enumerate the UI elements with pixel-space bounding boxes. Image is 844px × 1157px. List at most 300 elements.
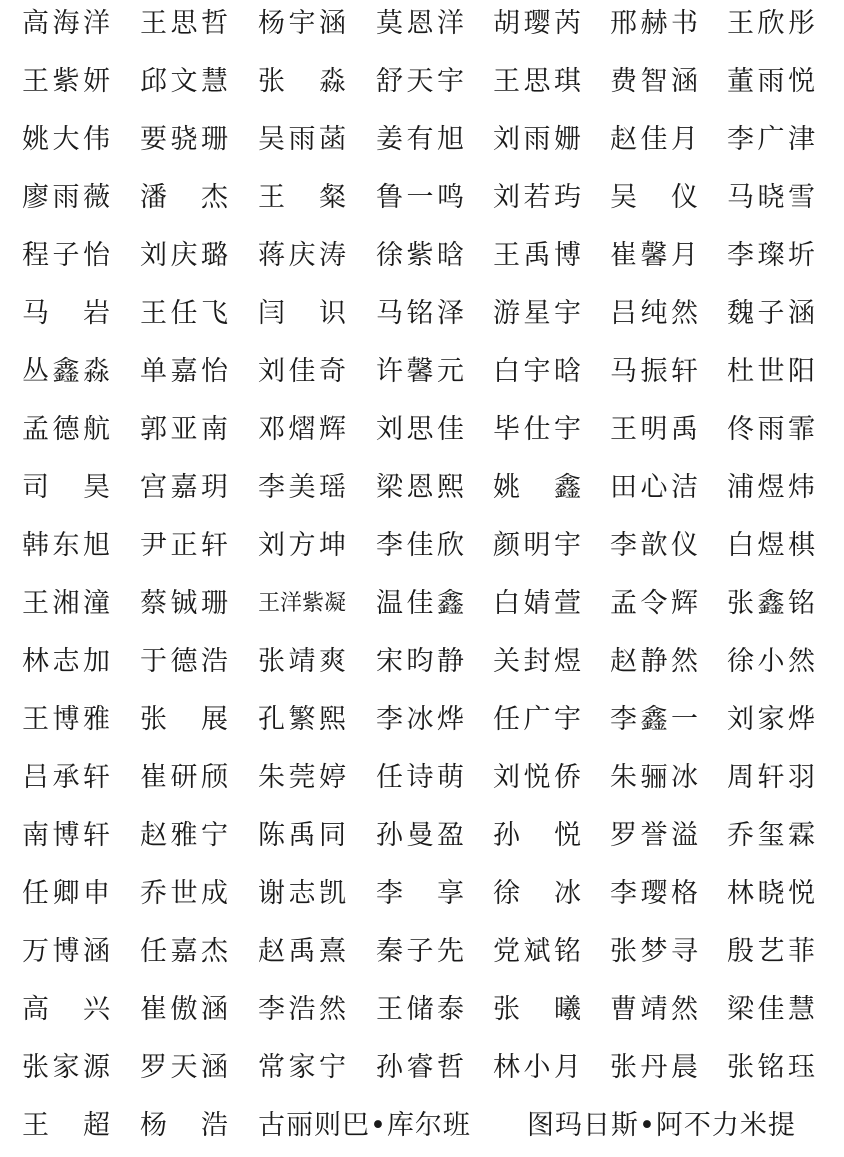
name-char: 刘: [376, 414, 403, 445]
student-name: [376, 526, 464, 566]
student-name: [22, 584, 110, 624]
name-char: 轩: [671, 356, 698, 387]
name-char: 晗: [437, 240, 464, 271]
name-char: 海: [52, 8, 80, 39]
name-char: 方: [288, 530, 316, 561]
student-name: [258, 932, 346, 972]
name-row: [0, 178, 844, 218]
name-char: 孟: [610, 588, 637, 619]
name-char: 慧: [788, 994, 815, 1025]
student-name: [727, 178, 815, 218]
name-char: 轩: [83, 820, 110, 851]
name-char: 芮: [554, 8, 581, 39]
student-name: [376, 642, 464, 682]
name-char: 坤: [319, 530, 346, 561]
student-name: [493, 468, 581, 508]
name-char: 宫: [140, 472, 167, 503]
student-name: [258, 526, 346, 566]
name-char: 崔: [610, 240, 637, 271]
name-char: 婷: [319, 762, 346, 793]
name-char: 刘: [727, 704, 754, 735]
name-char: 宇: [554, 414, 581, 445]
name-char: 博: [52, 704, 80, 735]
name-char: 书: [671, 8, 698, 39]
student-name: [610, 584, 698, 624]
name-char: 珏: [788, 1052, 815, 1083]
name-char: 梁: [727, 994, 754, 1025]
name-char: 淼: [83, 356, 110, 387]
name-char: 煜: [757, 530, 785, 561]
name-char: 吕: [22, 762, 49, 793]
student-name: [258, 1048, 346, 1088]
name-char: 月: [671, 240, 698, 271]
name-char: 鑫: [640, 704, 668, 735]
name-char: 吴: [258, 124, 285, 155]
name-char: 孙: [376, 820, 403, 851]
name-char: 马: [376, 298, 403, 329]
name-char: 郭: [140, 414, 167, 445]
name-char: 尹: [140, 530, 167, 561]
name-char: 张: [140, 704, 167, 735]
student-name: [610, 294, 698, 334]
name-char: 王: [22, 704, 49, 735]
name-char: 一: [671, 704, 698, 735]
name-char: 雨: [288, 124, 316, 155]
name-char: 正: [170, 530, 198, 561]
name-char: 泽: [437, 298, 464, 329]
student-name: [140, 758, 228, 798]
student-name: [493, 352, 581, 392]
student-name: [610, 468, 698, 508]
student-name: [22, 1106, 110, 1146]
name-char: 杜: [727, 356, 754, 387]
name-char: 悦: [788, 878, 815, 909]
student-name: [22, 816, 110, 856]
name-char: 涵: [201, 994, 228, 1025]
student-name: [140, 236, 228, 276]
name-char: 张: [610, 936, 637, 967]
name-char: 高: [22, 8, 49, 39]
student-name: [376, 352, 464, 392]
name-char: 家: [757, 704, 785, 735]
name-char: 刘: [258, 530, 285, 561]
name-char: 赵: [610, 646, 637, 677]
name-char: 骊: [640, 762, 668, 793]
name-char: 李: [610, 878, 637, 909]
name-char: 家: [288, 1052, 316, 1083]
name-char: 李: [258, 994, 285, 1025]
student-name: [140, 468, 228, 508]
student-name: [727, 758, 815, 798]
student-name: [258, 236, 346, 276]
name-char: 曹: [610, 994, 637, 1025]
student-name: [727, 120, 815, 160]
name-char: 歆: [640, 530, 668, 561]
name-char: 毕: [493, 414, 520, 445]
name-char: 静: [640, 646, 668, 677]
student-name: [258, 410, 346, 450]
name-char: 悦: [788, 66, 815, 97]
name-char: 羽: [788, 762, 815, 793]
name-row: [0, 294, 844, 334]
name-row: [0, 468, 844, 508]
name-char: 禹: [288, 820, 316, 851]
name-char: 铭: [757, 1052, 785, 1083]
name-char: 月: [671, 124, 698, 155]
student-name: [610, 178, 698, 218]
name-char: 邢: [610, 8, 637, 39]
student-name: [258, 816, 346, 856]
name-char: 侨: [554, 762, 581, 793]
name-char: 萌: [437, 762, 464, 793]
name-char: 有: [406, 124, 434, 155]
name-char: 鑫: [437, 588, 464, 619]
name-char: 菡: [319, 124, 346, 155]
student-name: [493, 294, 581, 334]
student-name: [376, 874, 464, 914]
name-char: 东: [52, 530, 80, 561]
student-name: [22, 1048, 110, 1088]
student-name: [610, 874, 698, 914]
name-char: 李: [376, 704, 403, 735]
name-char: 紫: [52, 66, 80, 97]
name-char: 崔: [140, 762, 167, 793]
name-char: 鑫: [52, 356, 80, 387]
student-name: [493, 526, 581, 566]
name-char: 熹: [319, 936, 346, 967]
student-name: [727, 236, 815, 276]
name-char: 徐: [376, 240, 403, 271]
name-char: 心: [640, 472, 668, 503]
name-char: 德: [170, 646, 198, 677]
name-char: 佳: [406, 530, 434, 561]
name-char: 张: [610, 1052, 637, 1083]
name-char: 李: [258, 472, 285, 503]
name-row: [0, 932, 844, 972]
student-name: [258, 178, 346, 218]
name-char: 雨: [757, 414, 785, 445]
student-name: [376, 468, 464, 508]
name-char: 任: [493, 704, 520, 735]
student-name: [258, 758, 346, 798]
name-char: 仪: [671, 182, 698, 213]
name-char: 雅: [83, 704, 110, 735]
student-name: [727, 410, 815, 450]
name-char: 熠: [288, 414, 316, 445]
name-char: 璐: [201, 240, 228, 271]
name-char: 林: [22, 646, 49, 677]
name-char: 王: [140, 298, 167, 329]
name-char: 杨: [258, 8, 285, 39]
student-name: 王洋紫凝: [258, 591, 347, 616]
name-char: 党: [493, 936, 520, 967]
name-char: 珊: [201, 588, 228, 619]
name-char: 梦: [640, 936, 668, 967]
name-char: 张: [258, 66, 285, 97]
name-char: 李: [727, 240, 754, 271]
student-name: [140, 642, 228, 682]
student-name: [140, 352, 228, 392]
name-row: [0, 758, 844, 798]
student-name: [258, 294, 346, 334]
name-char: 涵: [201, 1052, 228, 1083]
name-char: 岩: [83, 298, 110, 329]
name-char: 万: [22, 936, 49, 967]
name-char: 悦: [523, 762, 551, 793]
name-char: 嘉: [170, 356, 198, 387]
student-name: [610, 62, 698, 102]
name-char: 卿: [52, 878, 80, 909]
student-name: [493, 758, 581, 798]
student-name: [376, 1048, 464, 1088]
student-name: [727, 932, 815, 972]
student-name: [376, 236, 464, 276]
student-name: [140, 874, 228, 914]
name-char: 潘: [140, 182, 167, 213]
student-name: [22, 990, 110, 1030]
name-char: 思: [170, 8, 198, 39]
student-name: [140, 410, 228, 450]
name-char: 萱: [554, 588, 581, 619]
name-char: 思: [523, 66, 551, 97]
name-char: 孟: [22, 414, 49, 445]
name-char: 孙: [493, 820, 520, 851]
name-char: 张: [727, 588, 754, 619]
name-char: 博: [554, 240, 581, 271]
name-char: 朱: [610, 762, 637, 793]
name-char: 子: [757, 298, 785, 329]
name-char: 董: [727, 66, 754, 97]
name-char: 杰: [201, 936, 228, 967]
name-char: 庆: [170, 240, 198, 271]
name-row: [0, 584, 844, 624]
name-char: 浩: [288, 994, 316, 1025]
name-char: 要: [140, 124, 167, 155]
name-char: 马: [22, 298, 49, 329]
name-char: 涵: [319, 8, 346, 39]
name-char: 王: [22, 1110, 49, 1141]
name-char: 爽: [319, 646, 346, 677]
name-char: 嘉: [170, 472, 198, 503]
name-char: 旭: [83, 530, 110, 561]
name-char: 高: [22, 994, 49, 1025]
name-row-last: [0, 1106, 844, 1146]
student-name: [727, 990, 815, 1030]
name-char: 宇: [554, 530, 581, 561]
name-char: 世: [757, 356, 785, 387]
name-char: 然: [788, 646, 815, 677]
student-name: [22, 62, 110, 102]
student-name: [140, 178, 228, 218]
student-name: [493, 700, 581, 740]
student-name: [376, 120, 464, 160]
student-name: [22, 932, 110, 972]
student-name: [258, 62, 346, 102]
student-name: [610, 700, 698, 740]
name-char: 宇: [554, 704, 581, 735]
name-char: 令: [640, 588, 668, 619]
name-char: 曼: [406, 820, 434, 851]
student-name: [376, 294, 464, 334]
name-char: 誉: [640, 820, 668, 851]
name-char: 繁: [288, 704, 316, 735]
name-char: 明: [640, 414, 668, 445]
name-char: 仪: [671, 530, 698, 561]
name-char: 邱: [140, 66, 167, 97]
name-char: 成: [201, 878, 228, 909]
name-char: 欣: [757, 8, 785, 39]
name-char: 洁: [671, 472, 698, 503]
name-char: 禹: [288, 936, 316, 967]
student-name: [727, 584, 815, 624]
name-char: 鲁: [376, 182, 403, 213]
name-char: 月: [554, 1052, 581, 1083]
name-char: 享: [437, 878, 464, 909]
name-char: 王: [493, 240, 520, 271]
name-char: 吴: [610, 182, 637, 213]
name-char: 然: [671, 646, 698, 677]
name-char: 舒: [376, 66, 403, 97]
name-char: 李: [610, 530, 637, 561]
student-name: [140, 120, 228, 160]
student-name: [376, 178, 464, 218]
name-char: 颀: [201, 762, 228, 793]
name-char: 恩: [406, 472, 434, 503]
name-char: 陈: [258, 820, 285, 851]
student-name: [727, 294, 815, 334]
name-char: 彤: [788, 8, 815, 39]
name-char: 乔: [140, 878, 167, 909]
student-name: [22, 410, 110, 450]
student-name: [22, 294, 110, 334]
name-char: 浦: [727, 472, 754, 503]
name-row: [0, 642, 844, 682]
name-char: 然: [671, 994, 698, 1025]
name-char: 盈: [437, 820, 464, 851]
name-char: 涛: [319, 240, 346, 271]
name-char: 璨: [757, 240, 785, 271]
name-char: 白: [493, 588, 520, 619]
name-char: 崔: [140, 994, 167, 1025]
name-char: 昊: [83, 472, 110, 503]
name-char: 马: [727, 182, 754, 213]
name-char: 奇: [319, 356, 346, 387]
name-char: 赵: [258, 936, 285, 967]
name-char: 溢: [671, 820, 698, 851]
name-char: 魏: [727, 298, 754, 329]
name-char: 伟: [83, 124, 110, 155]
name-row: [0, 990, 844, 1030]
student-name: [493, 62, 581, 102]
name-char: 铭: [406, 298, 434, 329]
student-name: [376, 4, 464, 44]
name-char: 静: [437, 646, 464, 677]
name-char: 马: [610, 356, 637, 387]
name-char: 博: [52, 820, 80, 851]
name-char: 于: [140, 646, 167, 677]
student-name: [258, 352, 346, 392]
name-char: 丛: [22, 356, 49, 387]
name-char: 淼: [319, 66, 346, 97]
student-name: [610, 758, 698, 798]
name-char: 李: [376, 530, 403, 561]
name-char: 然: [671, 298, 698, 329]
name-char: 曦: [554, 994, 581, 1025]
student-name: [258, 468, 346, 508]
name-char: 封: [523, 646, 551, 677]
student-name: [22, 642, 110, 682]
name-char: 宇: [554, 298, 581, 329]
name-char: 佳: [640, 124, 668, 155]
name-char: 傲: [170, 994, 198, 1025]
name-char: 元: [437, 356, 464, 387]
name-char: 旭: [437, 124, 464, 155]
name-char: 温: [376, 588, 403, 619]
name-char: 大: [52, 124, 80, 155]
name-char: 先: [437, 936, 464, 967]
student-name: [140, 62, 228, 102]
name-char: 王: [140, 8, 167, 39]
name-char: 林: [727, 878, 754, 909]
student-name: [493, 642, 581, 682]
name-char: 识: [319, 298, 346, 329]
name-char: 广: [523, 704, 551, 735]
name-char: 嘉: [170, 936, 198, 967]
student-name: [22, 120, 110, 160]
name-char: 宇: [437, 66, 464, 97]
student-name: [22, 468, 110, 508]
name-char: 振: [640, 356, 668, 387]
student-name: [376, 700, 464, 740]
name-char: 婧: [523, 588, 551, 619]
name-char: 同: [319, 820, 346, 851]
name-char: 刘: [493, 762, 520, 793]
student-name: [493, 178, 581, 218]
name-char: 斌: [523, 936, 551, 967]
name-char: 李: [727, 124, 754, 155]
name-char: 颜: [493, 530, 520, 561]
name-char: 姚: [493, 472, 520, 503]
name-char: 王: [22, 66, 49, 97]
name-char: 庆: [288, 240, 316, 271]
student-name: [22, 178, 110, 218]
name-row: [0, 352, 844, 392]
name-char: 雨: [52, 182, 80, 213]
name-char: 杰: [201, 182, 228, 213]
name-char: 诗: [406, 762, 434, 793]
name-char: 张: [258, 646, 285, 677]
name-char: 秦: [376, 936, 403, 967]
name-char: 明: [523, 530, 551, 561]
student-name: [140, 932, 228, 972]
name-char: 睿: [406, 1052, 434, 1083]
name-char: 梁: [376, 472, 403, 503]
name-char: 关: [493, 646, 520, 677]
name-char: 璎: [640, 878, 668, 909]
name-char: 亚: [170, 414, 198, 445]
name-char: 广: [757, 124, 785, 155]
student-name: [727, 526, 815, 566]
name-char: 姚: [22, 124, 49, 155]
name-char: 馨: [640, 240, 668, 271]
student-name: [610, 816, 698, 856]
student-name: [727, 874, 815, 914]
student-name: [610, 990, 698, 1030]
name-char: 兴: [83, 994, 110, 1025]
student-name: [610, 642, 698, 682]
name-char: 涵: [788, 298, 815, 329]
student-name: [22, 758, 110, 798]
